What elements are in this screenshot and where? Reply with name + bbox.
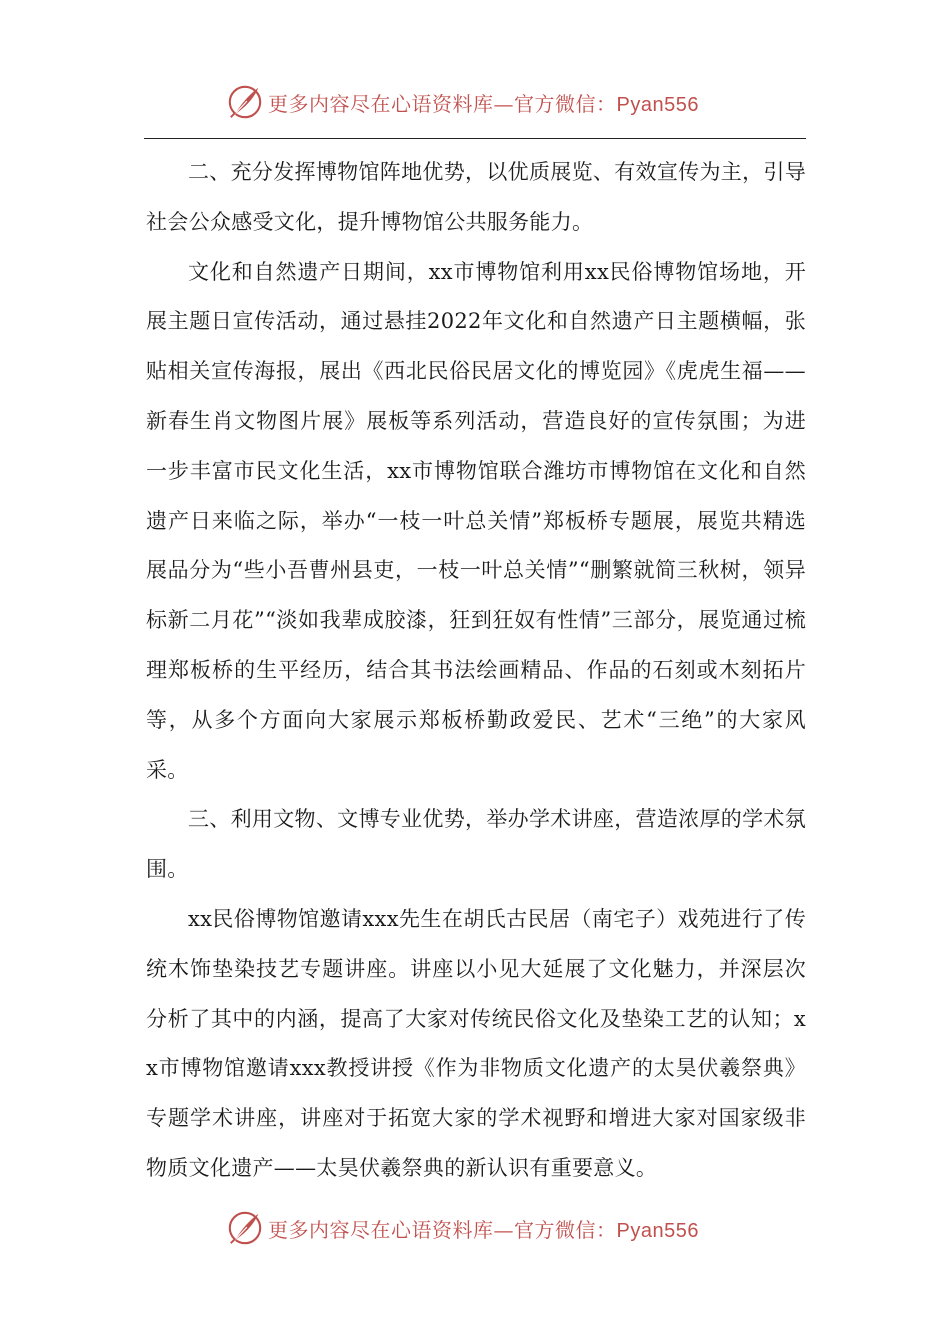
body-text	[146, 148, 806, 1194]
paragraph: 文化和自然遗产日期间，xx市博物馆利用xx民俗博物馆场地，开展主题日宣传活动，通过悬挂2022年文化和自然遗产日主题横幅，张贴相关宣传海报，展出《西北民俗民居文化的博览园》《虎虎生福——新春生肖文物图片展》展板等系列活动，营造良好的宣传氛围；为进一步丰富市民文化生活，xx市博物馆联合潍坊市博物馆在文化和自然遗产日来临之际，举办“一枝一叶总关情”郑板桥专题展，展览共精选展品分为“些小吾曹州县吏，一枝一叶总关情”“删繁就简三秋树，领异标新二月花”“淡如我辈成胶漆，狂到狂奴有性情”三部分，展览通过梳理郑板桥的生平经历，结合其书法绘画精品、作品的石刻或木刻拓片等，从多个方面向大家展示郑板桥勤政爱民、艺术“三绝”的大家风采。	[146, 259, 806, 782]
paragraph: 二、充分发挥博物馆阵地优势，以优质展览、有效宣传为主，引导社会公众感受文化，提升博物馆公共服务能力。	[146, 160, 806, 234]
footer-banner	[226, 1206, 746, 1250]
banner-text: 更多内容尽在心语资料库—官方微信：Pyan556	[268, 1217, 699, 1242]
paragraph: xx民俗博物馆邀请xxx先生在胡氏古民居（南宅子）戏苑进行了传统木饰垫染技艺专题讲座。讲座以小见大延展了文化魅力，并深层次分析了其中的内涵，提高了大家对传统民俗文化及垫染工艺的认知；xx市博物馆邀请xxx教授讲授《作为非物质文化遗产的太昊伏羲祭典》专题学术讲座，讲座对于拓宽大家的学术视野和增进大家对国家级非物质文化遗产——太昊伏羲祭典的新认识有重要意义。	[146, 906, 806, 1180]
wechat-id: Pyan556	[616, 93, 699, 116]
header-banner	[226, 80, 746, 124]
header-divider	[144, 138, 806, 139]
quill-pen-logo-icon	[226, 1209, 264, 1247]
paragraph: 三、利用文物、文博专业优势，举办学术讲座，营造浓厚的学术氛围。	[146, 807, 806, 882]
quill-pen-logo-icon	[226, 83, 264, 121]
banner-text: 更多内容尽在心语资料库—官方微信：Pyan556	[268, 91, 699, 116]
wechat-id: Pyan556	[616, 1219, 699, 1242]
